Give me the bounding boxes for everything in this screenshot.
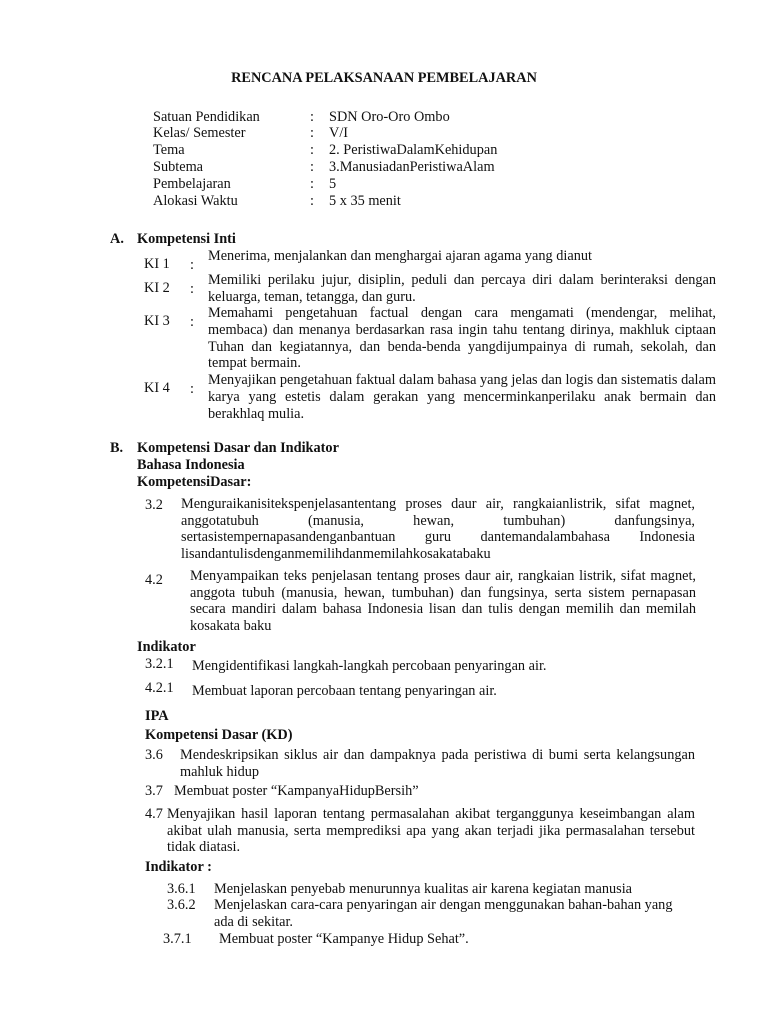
kd-number: 4.2 [145,572,163,588]
ki-text: Memahami pengetahuan factual dengan cara mengamati (mendengar, melihat, membaca) dan menanya berdasarkan rasa ingin tahu tentang dirinya, makhluk ciptaan Tuhan dan kegiatannya, dan benda-benda yangdijumpainya di rumah, sekolah, dan tempat bermain. [208,305,716,372]
kd2-text: Membuat poster “KampanyaHidupBersih” [174,783,419,799]
section-a-letter: A. [110,231,124,247]
ki-label: KI 1 [144,256,170,272]
identity-separator: : [310,176,314,192]
indikator2-number: 3.7.1 [163,931,192,947]
identity-separator: : [310,109,314,125]
identity-value: 5 [329,176,337,192]
indikator2-text: Menjelaskan penyebab menurunnya kualitas air karena kegiatan manusia [214,881,633,897]
identity-value: 5 x 35 menit [329,193,401,209]
kd2-text: Menyajikan hasil laporan tentang permasalahan akibat terganggunya keseimbangan alam akibat ulah manusia, serta memprediksi apa yang akan terjadi jika permasalahan tersebut tidak diatasi. [167,806,695,856]
ki-separator: : [190,281,194,297]
identity-label: Satuan Pendidikan [153,109,260,125]
indikator2-number: 3.6.1 [167,881,196,897]
identity-label: Pembelajaran [153,176,231,192]
kd-heading: KompetensiDasar: [137,474,252,490]
identity-value: 3.ManusiadanPeristiwaAlam [329,159,495,175]
section-b-letter: B. [110,440,124,456]
indikator2-heading: Indikator : [145,859,212,875]
identity-value: 2. PeristiwaDalamKehidupan [329,142,498,158]
subject-bahasa-indonesia: Bahasa Indonesia [137,457,245,473]
indikator-number: 3.2.1 [145,656,174,672]
kd2-number: 3.7 [145,783,163,799]
indikator-text: Mengidentifikasi langkah-langkah percobaan penyaringan air. [192,658,547,674]
kd-number: 3.2 [145,497,163,513]
indikator-number: 4.2.1 [145,680,174,696]
kd2-heading: Kompetensi Dasar (KD) [145,727,293,743]
ki-label: KI 3 [144,313,170,329]
ki-text: Menyajikan pengetahuan faktual dalam bahasa yang jelas dan logis dan sistematis dalam karya yang estetis dalam gerakan yang mencerminkanperilaku anak bermain dan berakhlaq mulia. [208,372,716,422]
ki-label: KI 2 [144,280,170,296]
identity-value: V/I [329,125,349,141]
ki-label: KI 4 [144,380,170,396]
ki-separator: : [190,257,194,273]
ki-separator: : [190,314,194,330]
ki-separator: : [190,381,194,397]
subject-ipa: IPA [145,708,169,724]
kd2-text: Mendeskripsikan siklus air dan dampaknya pada peristiwa di bumi serta kelangsungan mahluk hidup [180,747,695,780]
identity-separator: : [310,142,314,158]
indikator2-text: Membuat poster “Kampanye Hidup Sehat”. [219,931,469,947]
indikator2-text: Menjelaskan cara-cara penyaringan air dengan menggunakan bahan-bahan yang ada di sekitar. [214,897,673,930]
indikator-heading: Indikator [137,639,196,655]
identity-label: Alokasi Waktu [153,193,238,209]
indikator2-number: 3.6.2 [167,897,196,913]
identity-separator: : [310,125,314,141]
kd2-number: 4.7 [145,806,163,822]
document-title: RENCANA PELAKSANAAN PEMBELAJARAN [231,70,537,86]
section-b-heading: Kompetensi Dasar dan Indikator [137,440,339,456]
identity-value: SDN Oro-Oro Ombo [329,109,450,125]
identity-label: Tema [153,142,185,158]
ki-text: Menerima, menjalankan dan menghargai ajaran agama yang dianut [208,248,593,264]
identity-separator: : [310,193,314,209]
identity-separator: : [310,159,314,175]
kd-text: Menyampaikan teks penjelasan tentang proses daur air, rangkaian listrik, sifat magnet, anggota tubuh (manusia, hewan, tumbuhan) dan fungsinya, serta sistem pernapasan secara mandiri dalam bahasa Indonesia lisan dan tulis dengan memilih dan memilah kosakata baku [190,568,696,634]
section-a-heading: Kompetensi Inti [137,231,236,247]
identity-label: Kelas/ Semester [153,125,246,141]
kd-text: Menguraikanisitekspenjelasantentang proses daur air, rangkaianlistrik, sifat magnet, anggotatubuh (manusia, hewan, tumbuhan) danfungsinya, sertasistempernapasandenganbantuan guru dantemandalambahasa Indonesia lisandantulisdenganmemilihdanmemilahkosakatabaku [181,496,695,562]
identity-label: Subtema [153,159,204,175]
indikator-text: Membuat laporan percobaan tentang penyaringan air. [192,683,497,699]
kd2-number: 3.6 [145,747,163,763]
ki-text: Memiliki perilaku jujur, disiplin, peduli dan percaya diri dalam berinteraksi dengan keluarga, teman, tetangga, dan guru. [208,272,716,305]
